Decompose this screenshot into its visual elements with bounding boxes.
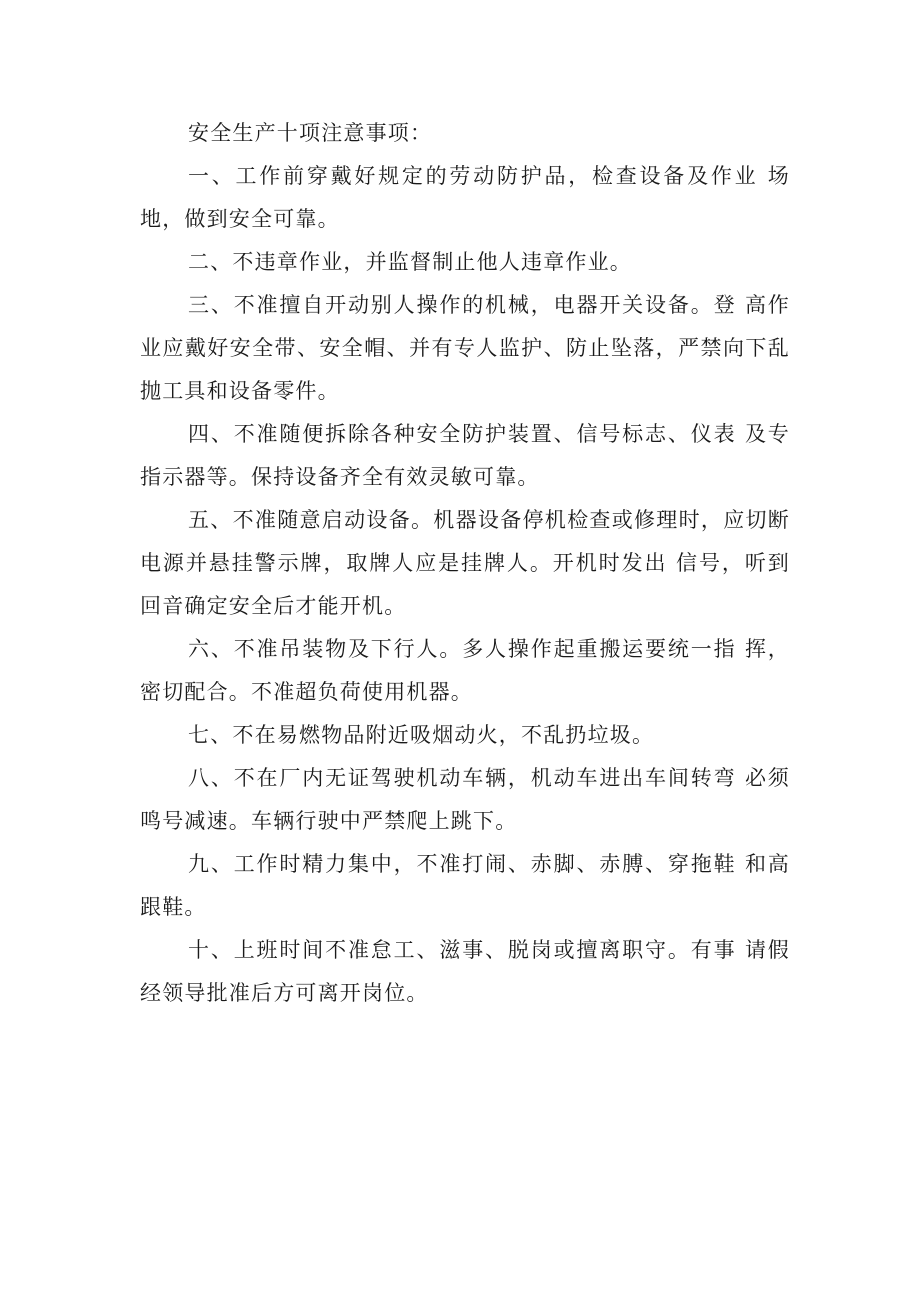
rule-item-5: 五、不准随意启动设备。机器设备停机检查或修理时，应切断电源并悬挂警示牌，取牌人应是挂牌人。开机时发出 信号，听到回音确定安全后才能开机。	[140, 508, 790, 618]
rule-item-4: 四、不准随便拆除各种安全防护装置、信号标志、仪表 及专指示器等。保持设备齐全有效灵敏可靠。	[140, 422, 790, 489]
rule-item-3: 三、不准擅自开动别人操作的机械，电器开关设备。登 高作业应戴好安全带、安全帽、并有专人监护、防止坠落，严禁向下乱抛工具和设备零件。	[140, 293, 790, 403]
rule-item-2: 二、不违章作业，并监督制止他人违章作业。	[188, 250, 632, 274]
document-body	[140, 112, 790, 1015]
rule-item-1: 一、工作前穿戴好规定的劳动防护品，检查设备及作业 场地，做到安全可靠。	[140, 164, 790, 231]
rule-item-8: 八、不在厂内无证驾驶机动车辆，机动车进出车间转弯 必须鸣号减速。车辆行驶中严禁爬上跳下。	[140, 766, 790, 833]
rule-item-10: 十、上班时间不准怠工、滋事、脱岗或擅离职守。有事 请假经领导批准后方可离开岗位。	[140, 938, 790, 1005]
rule-item-7: 七、不在易燃物品附近吸烟动火，不乱扔垃圾。	[188, 723, 655, 747]
rule-item-9: 九、工作时精力集中，不准打闹、赤脚、赤膊、穿拖鞋 和高跟鞋。	[140, 852, 790, 919]
document-heading: 安全生产十项注意事项：	[188, 121, 433, 145]
rule-item-6: 六、不准吊装物及下行人。多人操作起重搬运要统一指 挥，密切配合。不准超负荷使用机器。	[140, 637, 790, 704]
